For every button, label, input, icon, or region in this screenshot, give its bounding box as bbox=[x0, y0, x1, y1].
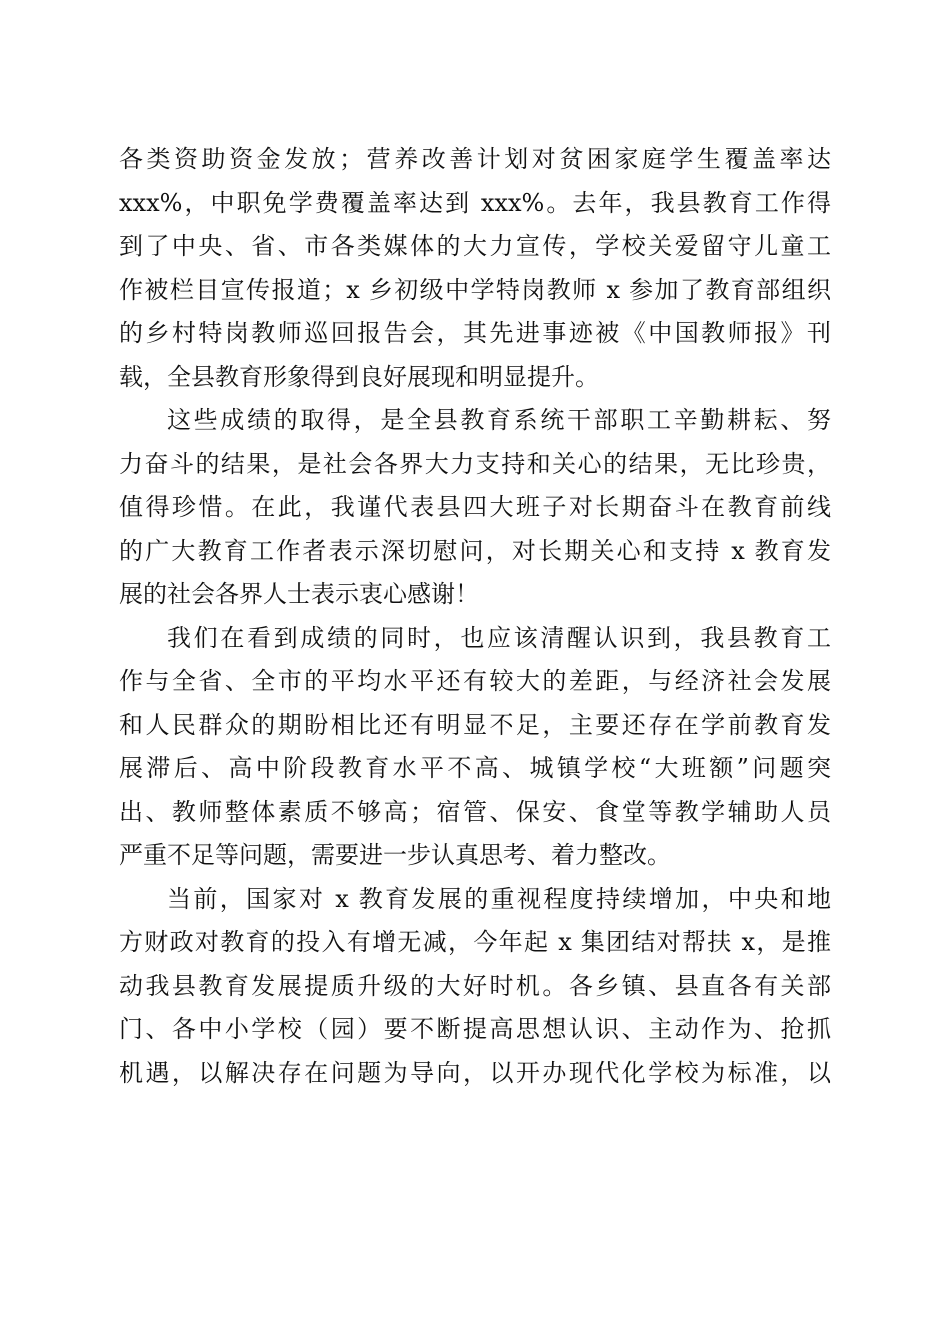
paragraph-2-line-3: 值得珍惜。在此，我谨代表县四大班子对长期奋斗在教育前线 bbox=[119, 493, 831, 521]
paragraph-4-line-2: 方财政对教育的投入有增无减，今年起 x 集团结对帮扶 x，是推 bbox=[119, 928, 831, 956]
paragraph-1-line-2: xxx%，中职免学费覆盖率达到 xxx%。去年，我县教育工作得 bbox=[119, 188, 831, 217]
paragraph-3-line-1: 我们在看到成绩的同时，也应该清醒认识到，我县教育工 bbox=[167, 623, 831, 652]
paragraph-3-line-5: 出、教师整体素质不够高；宿管、保安、食堂等教学辅助人员 bbox=[119, 797, 831, 826]
paragraph-3-line-6: 严重不足等问题，需要进一步认真思考、着力整改。 bbox=[119, 841, 671, 869]
paragraph-4-line-3: 动我县教育发展提质升级的大好时机。各乡镇、县直各有关部 bbox=[119, 971, 831, 1000]
paragraph-3-line-3: 和人民群众的期盼相比还有明显不足，主要还存在学前教育发 bbox=[119, 710, 831, 739]
paragraph-4-line-5: 机遇，以解决存在问题为导向，以开办现代化学校为标准，以 bbox=[119, 1058, 831, 1087]
paragraph-1-line-5: 的乡村特岗教师巡回报告会，其先进事迹被《中国教师报》刊 bbox=[119, 319, 831, 347]
paragraph-2-line-2: 力奋斗的结果，是社会各界大力支持和关心的结果，无比珍贵， bbox=[119, 449, 831, 478]
paragraph-2-line-1: 这些成绩的取得，是全县教育系统干部职工辛勤耕耘、努 bbox=[167, 406, 831, 434]
paragraph-2-line-5: 展的社会各界人士表示衷心感谢！ bbox=[119, 580, 479, 608]
paragraph-1-line-3: 到了中央、省、市各类媒体的大力宣传，学校关爱留守儿童工 bbox=[119, 232, 831, 260]
paragraph-3-line-4: 展滞后、高中阶段教育水平不高、城镇学校“大班额”问题突 bbox=[119, 754, 831, 782]
paragraph-1-line-6: 载，全县教育形象得到良好展现和明显提升。 bbox=[119, 362, 599, 391]
paragraph-4-line-1: 当前，国家对 x 教育发展的重视程度持续增加，中央和地 bbox=[167, 884, 831, 913]
document-body bbox=[119, 138, 831, 1095]
paragraph-1-line-4: 作被栏目宣传报道；x 乡初级中学特岗教师 x 参加了教育部组织 bbox=[119, 275, 831, 304]
paragraph-3-line-2: 作与全省、全市的平均水平还有较大的差距，与经济社会发展 bbox=[119, 667, 831, 695]
paragraph-1-line-1: 各类资助资金发放；营养改善计划对贫困家庭学生覆盖率达 bbox=[119, 145, 831, 173]
paragraph-2-line-4: 的广大教育工作者表示深切慰问，对长期关心和支持 x 教育发 bbox=[119, 536, 831, 565]
paragraph-4-line-4: 门、各中小学校（园）要不断提高思想认识、主动作为、抢抓 bbox=[119, 1015, 831, 1043]
